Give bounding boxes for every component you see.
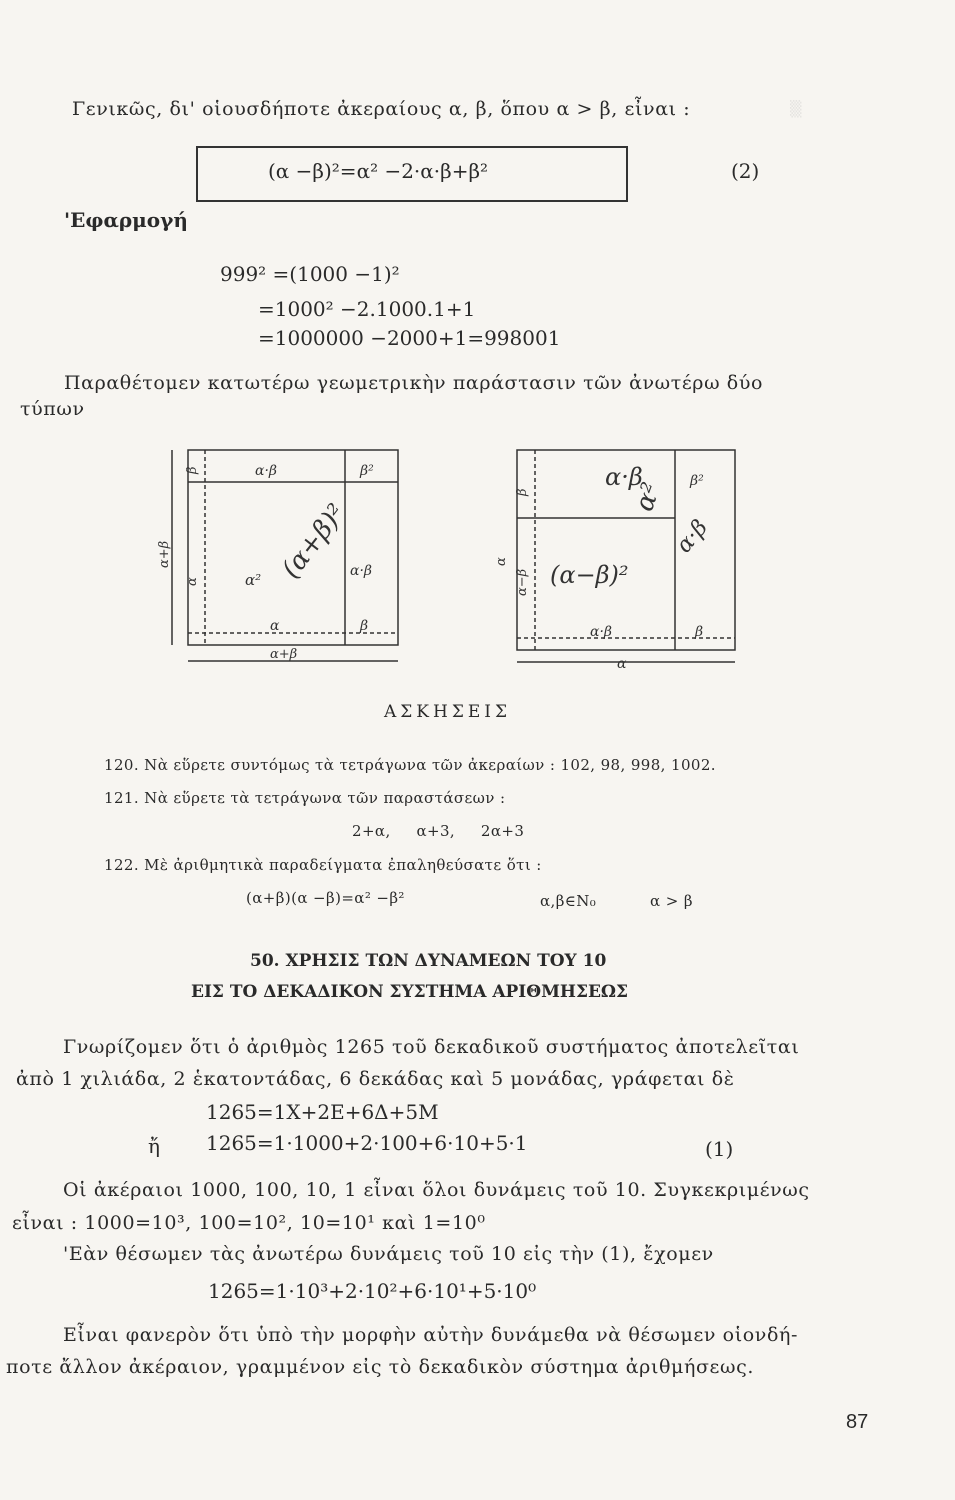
label-ab-bottom: α·β — [590, 624, 612, 640]
paragraph-line-1: Παραθέτομεν κατωτέρω γεωμετρικὴν παράστασιν τῶν ἀνωτέρω δύο — [64, 372, 764, 394]
exercise-122: 122. Μὲ ἀριθμητικὰ παραδείγματα ἐπαληθεύσατε ὅτι : — [104, 856, 542, 874]
equation-eta: ἤ — [148, 1134, 160, 1158]
body-p4-line-1: Εἶναι φανερὸν ὅτι ὑπὸ τὴν μορφὴν αὐτὴν δυνάμεθα νὰ θέσωμεν οἱονδή- — [63, 1324, 798, 1346]
exercise-122-formula: (α+β)(α −β)=α² −β² — [246, 889, 405, 907]
label-sum-sq: (α+β)² — [276, 498, 353, 585]
figure-difference-square — [495, 440, 745, 680]
intro-line: Γενικῶς, δι' οἱουσδήποτε ἀκεραίους α, β, ὅπου α > β, εἶναι : — [72, 98, 691, 120]
body-p4-line-2: ποτε ἄλλον ἀκέραιον, γραμμένον εἰς τὸ δεκαδικὸν σύστημα ἀριθμήσεως. — [6, 1356, 754, 1378]
application-heading: 'Εφαρμογή — [64, 208, 188, 232]
paragraph-line-2: τύπων — [20, 398, 85, 420]
exercise-120: 120. Νὰ εὕρετε συντόμως τὰ τετράγωνα τῶν ἀκεραίων : 102, 98, 998, 1002. — [104, 756, 716, 774]
label-ab: α·β — [605, 463, 643, 491]
label-left-ab: α−β — [515, 568, 530, 596]
section-title-2: ΕΙΣ ΤΟ ΔΕΚΑΔΙΚΟΝ ΣΥΣΤΗΜΑ ΑΡΙΘΜΗΣΕΩΣ — [191, 982, 629, 1002]
label-b2: β² — [690, 473, 704, 489]
label-left-a: α — [494, 557, 509, 566]
bleed-through: ▒ — [790, 100, 802, 118]
label-left-b: β — [515, 488, 530, 496]
equation-2: 1265=1·1000+2·100+6·10+5·1 — [206, 1131, 528, 1155]
figure-sum-square — [157, 440, 410, 680]
identity-formula: (α −β)²=α² −2·α·β+β² — [268, 159, 489, 183]
application-line-1: 999² =(1000 −1)² — [220, 262, 400, 286]
identity-tag: (2) — [731, 159, 760, 183]
equation-2-tag: (1) — [705, 1137, 734, 1161]
application-line-3: =1000000 −2000+1=998001 — [258, 326, 561, 350]
label-b2: β² — [360, 463, 374, 479]
label-b-bottom: β — [360, 618, 369, 634]
label-left-side: α+β — [157, 540, 172, 568]
body-p3-line-1: 'Εὰν θέσωμεν τὰς ἀνωτέρω δυνάμεις τοῦ 10 εἰς τὴν (1), ἔχομεν — [63, 1243, 714, 1265]
section-title-1: 50. ΧΡΗΣΙΣ ΤΩΝ ΔΥΝΑΜΕΩΝ ΤΟΥ 10 — [250, 951, 607, 971]
application-line-2: =1000² −2.1000.1+1 — [258, 297, 476, 321]
label-left-b: β — [185, 466, 200, 474]
label-b-bottom: β — [695, 624, 704, 640]
exercise-122-condition: α,β∈N₀ — [540, 892, 597, 910]
exercise-121: 121. Νὰ εὕρετε τὰ τετράγωνα τῶν παραστάσεων : — [104, 789, 506, 807]
exercise-121-items: 2+α, α+3, 2α+3 — [352, 822, 525, 840]
label-left-a: α — [185, 577, 200, 586]
body-p1-line-1: Γνωρίζομεν ὅτι ὁ ἀριθμὸς 1265 τοῦ δεκαδικοῦ συστήματος ἀποτελεῖται — [63, 1036, 800, 1058]
label-a-bottom: α — [270, 618, 280, 634]
equation-1: 1265=1Χ+2Ε+6Δ+5Μ — [206, 1100, 439, 1124]
label-ab-diag: α·β — [671, 515, 714, 558]
body-p2-line-2: εἶναι : 1000=10³, 100=10², 10=10¹ καὶ 1=10⁰ — [12, 1212, 486, 1234]
page-number: 87 — [846, 1411, 869, 1433]
label-a-bottom: α — [617, 656, 627, 672]
body-p1-line-2: ἀπὸ 1 χιλιάδα, 2 ἑκατοντάδας, 6 δεκάδας καὶ 5 μονάδας, γράφεται δὲ — [16, 1068, 735, 1090]
label-diff-sq: (α−β)² — [550, 561, 629, 589]
equation-3: 1265=1·10³+2·10²+6·10¹+5·10⁰ — [208, 1279, 537, 1303]
label-a2: α² — [245, 571, 262, 589]
label-a2: α² — [629, 478, 668, 516]
exercises-heading: ΑΣΚΗΣΕΙΣ — [384, 702, 511, 722]
label-ab-top: α·β — [255, 463, 277, 479]
label-ab-right: α·β — [350, 563, 372, 579]
label-aplusb: α+β — [270, 647, 298, 662]
body-p2-line-1: Οἱ ἀκέραιοι 1000, 100, 10, 1 εἶναι ὅλοι δυνάμεις τοῦ 10. Συγκεκριμένως — [63, 1179, 810, 1201]
exercise-122-condition-2: α > β — [650, 892, 693, 910]
